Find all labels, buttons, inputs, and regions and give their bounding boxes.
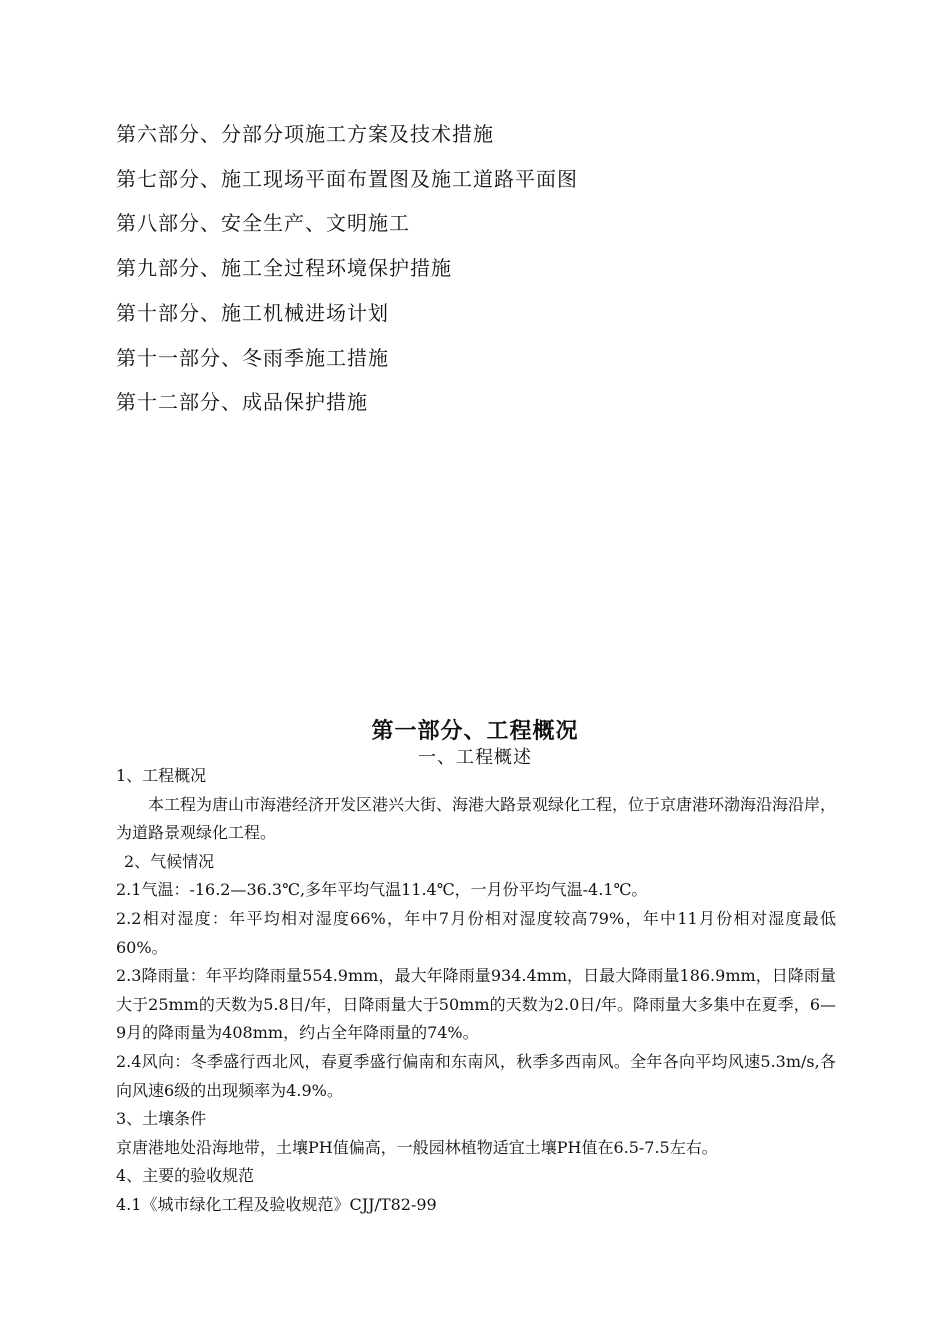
toc-item-part-10: 第十部分、施工机械进场计划 [116,300,389,325]
toc-item-part-9: 第九部分、施工全过程环境保护措施 [116,256,452,281]
toc-item-part-7: 第七部分、施工现场平面布置图及施工道路平面图 [116,166,578,191]
paragraph-standard-1: 4.1《城市绿化工程及验收规范》CJJ/T82-99 [116,1194,437,1214]
paragraph-project-overview: 本工程为唐山市海港经济开发区港兴大街、海港大路景观绿化工程，位于京唐港环渤海沿海沿岸，为道路景观绿化工程。 [116,794,837,843]
toc-item-part-12: 第十二部分、成品保护措施 [116,390,368,415]
part-title: 第一部分、工程概况 [371,718,579,744]
heading-climate: 2、气候情况 [124,851,215,871]
paragraph-temperature: 2.1气温：-16.2—36.3℃,多年平均气温11.4℃，一月份平均气温-4.1℃。 [116,880,648,900]
paragraph-soil: 京唐港地处沿海地带，土壤PH值偏高，一般园林植物适宜土壤PH值在6.5-7.5左右。 [116,1137,718,1157]
paragraph-wind: 2.4风向：冬季盛行西北风，春夏季盛行偏南和东南风，秋季多西南风。全年各向平均风速5.3m/s,各向风速6级的出现频率为4.9%。 [116,1051,836,1100]
toc-item-part-6: 第六部分、分部分项施工方案及技术措施 [116,122,494,146]
paragraph-humidity: 2.2相对湿度：年平均相对湿度66%，年中7月份相对湿度较高79%，年中11月份相对湿度最低60%。 [116,908,836,957]
heading-soil: 3、土壤条件 [116,1109,207,1129]
heading-acceptance-standards: 4、主要的验收规范 [116,1166,255,1186]
section-title: 一、工程概述 [418,747,532,768]
toc-item-part-11: 第十一部分、冬雨季施工措施 [116,345,389,370]
document-body [116,762,836,1220]
heading-project-overview: 1、工程概况 [116,766,207,785]
toc-item-part-8: 第八部分、安全生产、文明施工 [116,211,410,236]
paragraph-rainfall: 2.3降雨量：年平均降雨量554.9mm，最大年降雨量934.4mm，日最大降雨量186.9mm，日降雨量大于25mm的天数为5.8日/年，日降雨量大于50mm的天数为2.0日/年。降雨量大多集中在夏季，6—9月的降雨量为408mm，约占全年降雨量的74%。 [116,966,836,1043]
table-of-contents [116,112,578,425]
